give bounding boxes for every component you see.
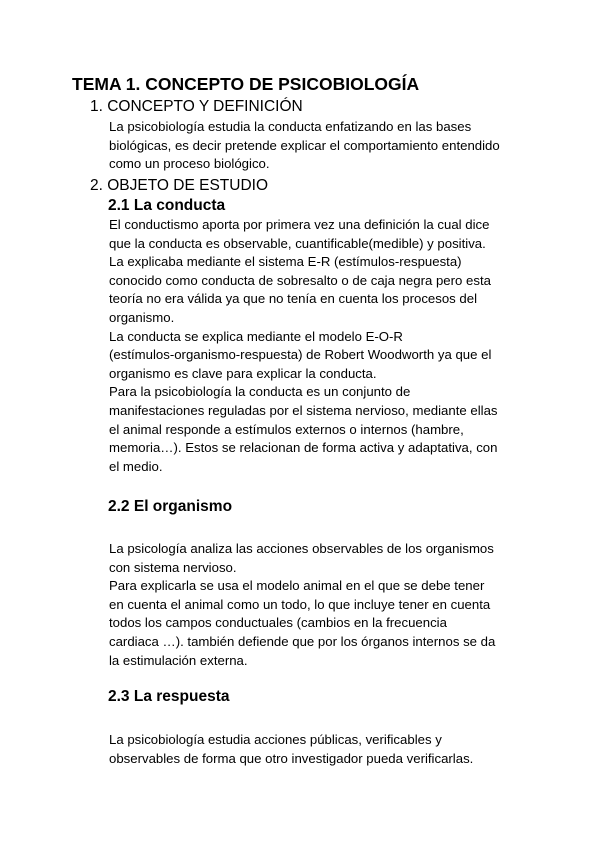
paragraph-organismo [109, 540, 549, 670]
subsection-heading-conducta: 2.1 La conducta [108, 197, 226, 214]
text-line: (estímulos-organismo-respuesta) de Robert Woodworth ya que el [109, 347, 492, 363]
paragraph-conducta [109, 216, 549, 476]
paragraph-respuesta [109, 731, 549, 768]
subsection-heading-respuesta: 2.3 La respuesta [108, 688, 230, 705]
text-line: el medio. [109, 458, 163, 474]
section-heading-concepto: 1. CONCEPTO Y DEFINICIÓN [90, 98, 303, 115]
text-line: La psicología analiza las acciones observables de los organismos [109, 541, 494, 556]
text-line: con sistema nervioso. [109, 559, 237, 575]
text-line: manifestaciones reguladas por el sistema nervioso, mediante ellas [109, 402, 498, 418]
text-line: que la conducta es observable, cuantificable(medible) y positiva. [109, 235, 486, 251]
text-line: Para explicarla se usa el modelo animal en el que se debe tener [109, 578, 485, 594]
text-line: organismo. [109, 309, 175, 325]
paragraph-concepto [109, 118, 549, 174]
subsection-heading-organismo: 2.2 El organismo [108, 498, 233, 515]
text-line: la estimulación externa. [109, 652, 248, 668]
text-line: La conducta se explica mediante el modelo E-O-R [109, 328, 403, 344]
text-line: La explicaba mediante el sistema E-R (estímulos-respuesta) [109, 254, 462, 270]
text-line: observables de forma que otro investigador pueda verificarlas. [109, 750, 474, 766]
text-line: en cuenta el animal como un todo, lo que incluye tener en cuenta [109, 596, 491, 612]
text-line: La psicobiología estudia la conducta enfatizando en las bases [109, 119, 472, 134]
text-line: todos los campos conductuales (cambios en la frecuencia [109, 615, 447, 631]
document-title: TEMA 1. CONCEPTO DE PSICOBIOLOGÍA [72, 74, 420, 94]
section-heading-objeto: 2. OBJETO DE ESTUDIO [90, 177, 269, 194]
text-line: el animal responde a estímulos externos o internos (hambre, [109, 421, 464, 437]
text-line: teoría no era válida ya que no tenía en cuenta los procesos del [109, 291, 478, 307]
text-line: conocido como conducta de sobresalto o de caja negra pero esta [109, 272, 491, 288]
text-line: organismo es clave para explicar la conducta. [109, 365, 377, 381]
text-line: El conductismo aporta por primera vez una definición la cual dice [109, 217, 490, 232]
text-line: memoria…). Estos se relacionan de forma activa y adaptativa, con [109, 440, 498, 456]
text-line: La psicobiología estudia acciones públicas, verificables y [109, 732, 442, 747]
text-line: como un proceso biológico. [109, 156, 270, 172]
text-line: biológicas, es decir pretende explicar el comportamiento entendido [109, 137, 500, 153]
text-line: Para la psicobiología la conducta es un conjunto de [109, 384, 411, 400]
text-line: cardiaca …). también defiende que por los órganos internos se da [109, 633, 496, 649]
